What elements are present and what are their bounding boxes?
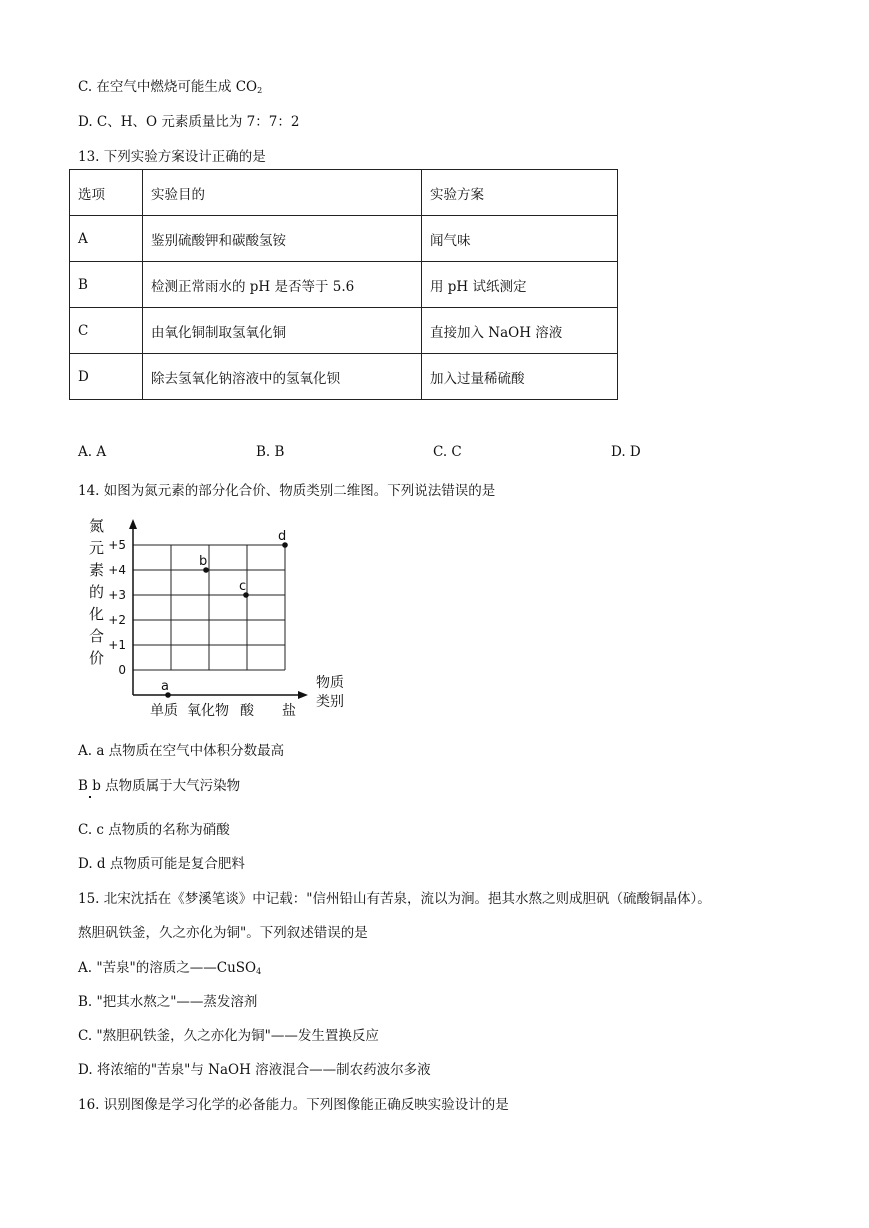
q15-option-d: D. 将浓缩的"苦泉"与 NaOH 溶液混合——制农药波尔多液 — [78, 1062, 431, 1078]
table-cell: D — [70, 354, 143, 400]
x-axis-label-line: 类别 — [316, 694, 344, 710]
q13-options-table — [69, 169, 618, 400]
table-cell: 鉴别硫酸钾和碳酸氢铵 — [143, 216, 422, 262]
table-cell: 用 pH 试纸测定 — [422, 262, 618, 308]
table-cell: 检测正常雨水的 pH 是否等于 5.6 — [143, 262, 422, 308]
table-row — [70, 262, 618, 308]
q14-option-c: C. c 点物质的名称为硝酸 — [78, 822, 230, 838]
q12-option-d: D. C、H、O 元素质量比为 7：7：2 — [78, 114, 300, 130]
q13-choice-a: A. A — [78, 444, 107, 460]
table-header-row — [70, 170, 618, 216]
q12-option-c-subscript: 2 — [257, 86, 263, 95]
y-tick-label: +2 — [108, 613, 126, 627]
q14-stem: 14. 如图为氮元素的部分化合价、物质类别二维图。下列说法错误的是 — [78, 483, 496, 499]
q12-option-c-text: C. 在空气中燃烧可能生成 CO — [78, 79, 258, 95]
q15-option-a-subscript: 4 — [256, 967, 262, 976]
table-cell: 除去氢氧化钠溶液中的氢氧化钡 — [143, 354, 422, 400]
q16-stem: 16. 识别图像是学习化学的必备能力。下列图像能正确反映实验设计的是 — [78, 1097, 509, 1113]
bullet-dot — [89, 796, 91, 798]
table-cell: A — [70, 216, 143, 262]
table-header-cell: 实验目的 — [143, 170, 422, 216]
y-axis-label-char: 素 — [89, 561, 105, 579]
x-category-label: 单质 — [150, 703, 178, 719]
table-cell: 加入过量稀硫酸 — [422, 354, 618, 400]
y-axis-label-char: 化 — [89, 605, 105, 623]
q15-option-b: B. "把其水熬之"——蒸发溶剂 — [78, 994, 258, 1010]
q13-choice-d: D. D — [611, 444, 641, 460]
x-category-label: 氧化物 — [187, 703, 229, 719]
x-axis-label-line: 物质 — [316, 675, 344, 691]
data-point-label-b: b — [199, 554, 208, 569]
table-row — [70, 216, 618, 262]
y-tick-label: +4 — [108, 563, 126, 577]
table-cell: B — [70, 262, 143, 308]
table-header-cell: 实验方案 — [422, 170, 618, 216]
q13-choice-c: C. C — [433, 444, 462, 460]
table-row — [70, 354, 618, 400]
q14-option-b: B b 点物质属于大气污染物 — [78, 778, 241, 794]
y-axis-label-char: 的 — [89, 583, 105, 601]
q15-option-a — [78, 956, 261, 976]
table-row — [70, 308, 618, 354]
y-axis-label-char: 氮 — [89, 517, 105, 535]
data-point-label-c: c — [239, 579, 247, 594]
y-axis-label-char: 合 — [89, 627, 105, 645]
q15-option-a-text: A. "苦泉"的溶质之——CuSO — [78, 960, 257, 976]
q14-option-d: D. d 点物质可能是复合肥料 — [78, 856, 245, 872]
y-tick-label: 0 — [118, 663, 126, 677]
table-cell: C — [70, 308, 143, 354]
nitrogen-valence-chart — [82, 515, 362, 720]
q12-option-c — [78, 75, 262, 95]
q15-option-c: C. "熬胆矾铁釜，久之亦化为铜"——发生置换反应 — [78, 1028, 379, 1044]
y-tick-label: +1 — [108, 638, 126, 652]
x-category-label: 盐 — [282, 703, 296, 719]
data-point-label-d: d — [278, 529, 287, 544]
table-cell: 由氧化铜制取氢氧化铜 — [143, 308, 422, 354]
y-axis-label-char: 价 — [89, 649, 105, 667]
q15-stem-line1: 15. 北宋沈括在《梦溪笔谈》中记载："信州铅山有苦泉，流以为涧。挹其水熬之则成胆矾（硫酸铜晶体）。 — [78, 891, 711, 907]
table-cell: 直接加入 NaOH 溶液 — [422, 308, 618, 354]
q13-stem: 13. 下列实验方案设计正确的是 — [78, 149, 266, 165]
y-axis-arrow — [129, 519, 137, 529]
x-category-label: 酸 — [240, 703, 254, 719]
y-axis-label-char: 元 — [89, 539, 105, 557]
data-point-label-a: a — [161, 679, 169, 694]
q13-choice-b: B. B — [256, 444, 285, 460]
table-cell: 闻气味 — [422, 216, 618, 262]
q14-option-a: A. a 点物质在空气中体积分数最高 — [78, 743, 285, 759]
y-tick-label: +3 — [108, 588, 126, 602]
q15-stem-line2: 熬胆矾铁釜，久之亦化为铜"。下列叙述错误的是 — [78, 925, 368, 941]
y-tick-label: +5 — [108, 538, 126, 552]
table-header-cell: 选项 — [70, 170, 143, 216]
x-axis-arrow — [298, 691, 308, 699]
